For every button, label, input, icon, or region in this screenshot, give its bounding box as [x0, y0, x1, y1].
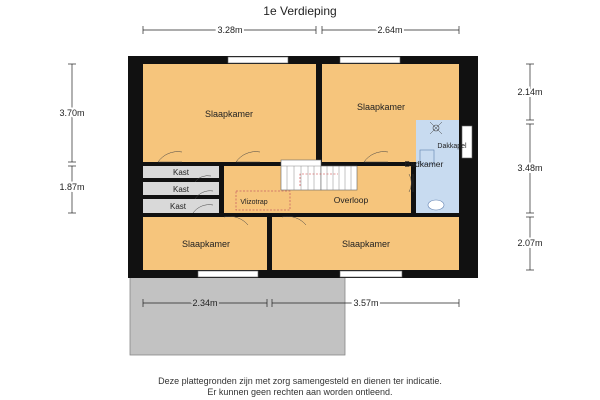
room-label-closet-3: Kast	[169, 202, 187, 211]
room-label-landing: Overloop	[333, 195, 369, 205]
room-label-dormer: Dakkapel	[437, 143, 467, 150]
disclaimer-line-2: Er kunnen geen rechten aan worden ontleend.	[207, 387, 393, 397]
room-label-attic-stair: Vlizotrap	[240, 199, 268, 206]
dimension-top-right: 2.64m	[377, 25, 403, 35]
terrace-area	[130, 275, 345, 355]
dimension-left-lower: 1.87m	[59, 182, 85, 192]
room-label-closet-2: Kast	[172, 185, 190, 194]
dimension-left-upper: 3.70m	[59, 108, 85, 118]
dimension-right-middle: 3.48m	[517, 163, 543, 173]
dimension-top-left: 3.28m	[217, 25, 243, 35]
room-label-bedroom-bottom-left: Slaapkamer	[181, 239, 231, 249]
room-label-closet-1: Kast	[172, 168, 190, 177]
disclaimer-line-1: Deze plattegronden zijn met zorg samengesteld en dienen ter indicatie.	[158, 376, 442, 386]
disclaimer	[0, 376, 600, 398]
floor-title: 1e Verdieping	[263, 4, 337, 18]
room-label-bedroom-top-left: Slaapkamer	[204, 109, 254, 119]
dimension-right-lower: 2.07m	[517, 238, 543, 248]
room-label-bathroom: Badkamer	[404, 159, 444, 169]
dimension-bottom-left: 2.34m	[192, 298, 218, 308]
room-label-bedroom-top-right: Slaapkamer	[356, 102, 406, 112]
room-label-bedroom-bottom-right: Slaapkamer	[341, 239, 391, 249]
dimension-bottom-right: 3.57m	[353, 298, 379, 308]
dimension-lines-top	[143, 26, 459, 34]
dimension-right-upper: 2.14m	[517, 87, 543, 97]
